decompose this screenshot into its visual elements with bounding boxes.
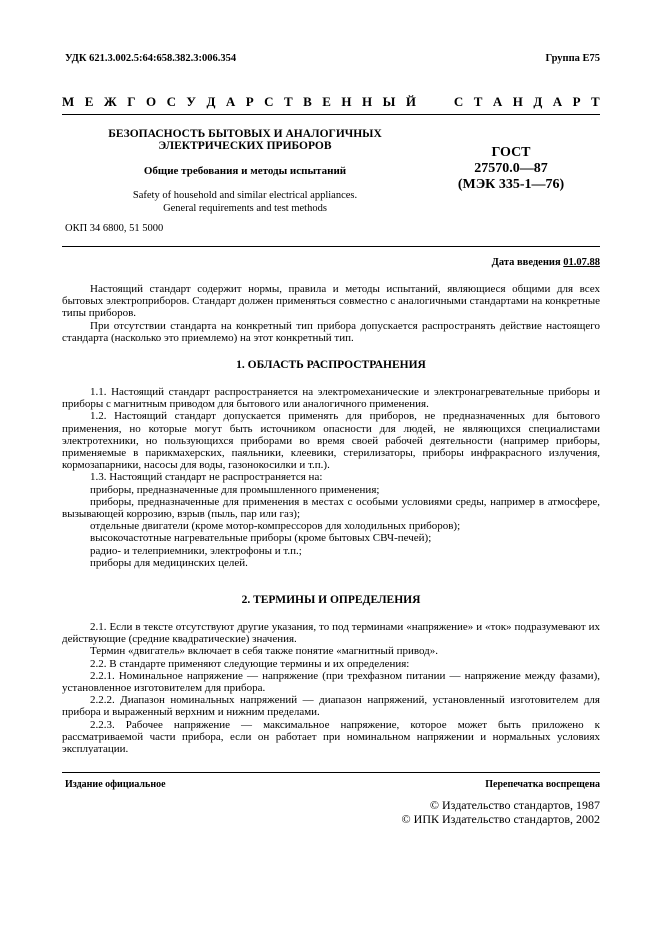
intro-paragraph: Настоящий стандарт содержит нормы, правила и методы испытаний, являющиеся общими для всех бытовых электроприборов. Стандарт должен применяться совместно с аналогичными стандартами на конкретные типы приборов.: [62, 283, 600, 320]
copyright-line-1: © Издательство стандартов, 1987: [429, 798, 600, 812]
banner-letter: Р: [245, 94, 254, 109]
banner-letter: А: [492, 94, 503, 109]
banner-letter: Д: [206, 94, 216, 109]
copyright-line-2: © ИПК Издательство стандартов, 2002: [401, 812, 600, 826]
section-paragraph: 2.2. В стандарте применяют следующие термины и их определения:: [90, 657, 410, 670]
section-paragraph: высокочастотные нагревательные приборы (кроме бытовых СВЧ-печей);: [90, 532, 432, 545]
english-title-line-1: Safety of household and similar electrical appliances.: [132, 190, 358, 201]
intro-text: [62, 283, 600, 344]
official-edition: Издание официальное: [65, 779, 166, 790]
english-title-line-2: General requirements and test methods: [163, 203, 327, 214]
banner-letter: Н: [512, 94, 523, 109]
effective-date-value: 01.07.88: [563, 257, 600, 268]
section-paragraph: приборы, предназначенные для применения в местах с особыми условиями среды, например в атмосфере, вызывающей коррозию, взрыв (пыль, пар или газ);: [62, 495, 600, 521]
section-1-heading: 1. ОБЛАСТЬ РАСПРОСТРАНЕНИЯ: [236, 359, 426, 371]
english-title: [65, 189, 425, 215]
section-paragraph: 2.2.3. Рабочее напряжение — максимальное напряжение, которое может быть приложено к рассматриваемой части прибора, если он работает при номинальном напряжении и нормальных условиях эксплуатации.: [62, 718, 600, 756]
intro-paragraph: При отсутствии стандарта на конкретный тип прибора допускается распространять действие настоящего стандарта (насколько это приемлемо) на этот конкретный тип.: [62, 319, 600, 344]
banner-letter: Т: [473, 94, 483, 109]
document-subtitle: Общие требования и методы испытаний: [143, 165, 347, 177]
banner-letter: Й: [405, 94, 416, 109]
copyright: [402, 798, 600, 826]
interstate-standard-banner: [62, 94, 600, 110]
gost-number: [425, 145, 597, 193]
banner-letter: [426, 94, 429, 110]
banner-letter: Е: [322, 94, 331, 109]
banner-letter: Н: [362, 94, 373, 109]
banner-letter: Т: [284, 94, 293, 109]
effective-date-label: Дата введения: [491, 257, 561, 268]
title-line-1: БЕЗОПАСНОСТЬ БЫТОВЫХ И АНАЛОГИЧНЫХ: [108, 128, 382, 140]
section-1-text: [62, 386, 600, 569]
section-paragraph: 1.2. Настоящий стандарт допускается применять для приборов, не предназначенных для бытового применения, но которые могут быть источником опасности для людей, не являющихся специалистами электротехники, но пользующихся приборами во время своей рабочей деятельности (например приборы, применяемые в парикмахерских, паяльники, клеевики, стерилизаторы, приборы инфракрасного излучения, кормозапарники, насосы для воды, газонокосилки и т.п.).: [62, 410, 600, 472]
udk-code: УДК 621.3.002.5:64:658.382.3:006.354: [65, 53, 237, 64]
banner-letter: Г: [127, 94, 136, 109]
gost-label: ГОСТ: [491, 145, 531, 160]
section-2-text: [62, 621, 600, 755]
document-title: [65, 128, 425, 152]
banner-letter: О: [145, 94, 157, 109]
section-2-heading: 2. ТЕРМИНЫ И ОПРЕДЕЛЕНИЯ: [241, 594, 421, 606]
banner-letter: А: [225, 94, 236, 109]
section-paragraph: 2.2.2. Диапазон номинальных напряжений — диапазон напряжений, установленный изготовителем для прибора и выраженный верхним и нижним пределами.: [62, 694, 600, 719]
section-paragraph: Термин «двигатель» включает в себя также понятие «магнитный привод».: [90, 645, 438, 658]
banner-letter: М: [62, 94, 75, 109]
group-code: Группа Е75: [545, 53, 600, 64]
banner-letter: Ы: [382, 94, 396, 109]
banner-letter: Е: [84, 94, 94, 109]
effective-date: [492, 257, 600, 268]
reprint-prohibited: Перепечатка воспрещена: [485, 779, 600, 790]
banner-letter: У: [186, 94, 196, 109]
section-paragraph: 1.3. Настоящий стандарт не распространяется на:: [90, 471, 323, 484]
banner-letter: Р: [572, 94, 581, 109]
section-paragraph: 1.1. Настоящий стандарт распространяется на электромеханические и электронагревательные приборы и приборы с магнитным приводом для бытового или аналогичного применения.: [62, 386, 600, 411]
banner-letter: [440, 94, 443, 110]
section-paragraph: отдельные двигатели (кроме мотор-компрессоров для холодильных приборов);: [90, 520, 461, 533]
banner-letter: Т: [591, 94, 600, 109]
banner-letter: Д: [533, 94, 543, 109]
banner-letter: Н: [341, 94, 352, 109]
section-paragraph: 2.2.1. Номинальное напряжение — напряжение (при трехфазном питании — напряжение между фазами), установленное изготовителем для прибора.: [62, 669, 600, 695]
banner-letter: А: [552, 94, 563, 109]
section-paragraph: приборы, предназначенные для промышленного применения;: [90, 483, 380, 496]
section-paragraph: радио- и телеприемники, электрофоны и т.п.;: [90, 544, 302, 557]
banner-letter: В: [303, 94, 312, 109]
banner-letter: Ж: [103, 94, 117, 109]
okp-rule: [62, 246, 600, 247]
footer-rule: [62, 772, 600, 773]
banner-letter: С: [166, 94, 176, 109]
title-line-2: ЭЛЕКТРИЧЕСКИХ ПРИБОРОВ: [158, 140, 332, 152]
gost-code: 27570.0—87: [474, 161, 548, 176]
banner-letter: С: [264, 94, 274, 109]
okp-code: ОКП 34 6800, 51 5000: [65, 223, 164, 234]
section-paragraph: приборы для медицинских целей.: [90, 556, 248, 569]
iec-code: (МЭК 335-1—76): [457, 177, 565, 192]
banner-letter: С: [453, 94, 464, 109]
section-paragraph: 2.1. Если в тексте отсутствуют другие указания, то под терминами «напряжение» и «ток» подразумевают их действующие (средние квадратические) значения.: [62, 621, 600, 646]
header-rule: [62, 114, 600, 115]
